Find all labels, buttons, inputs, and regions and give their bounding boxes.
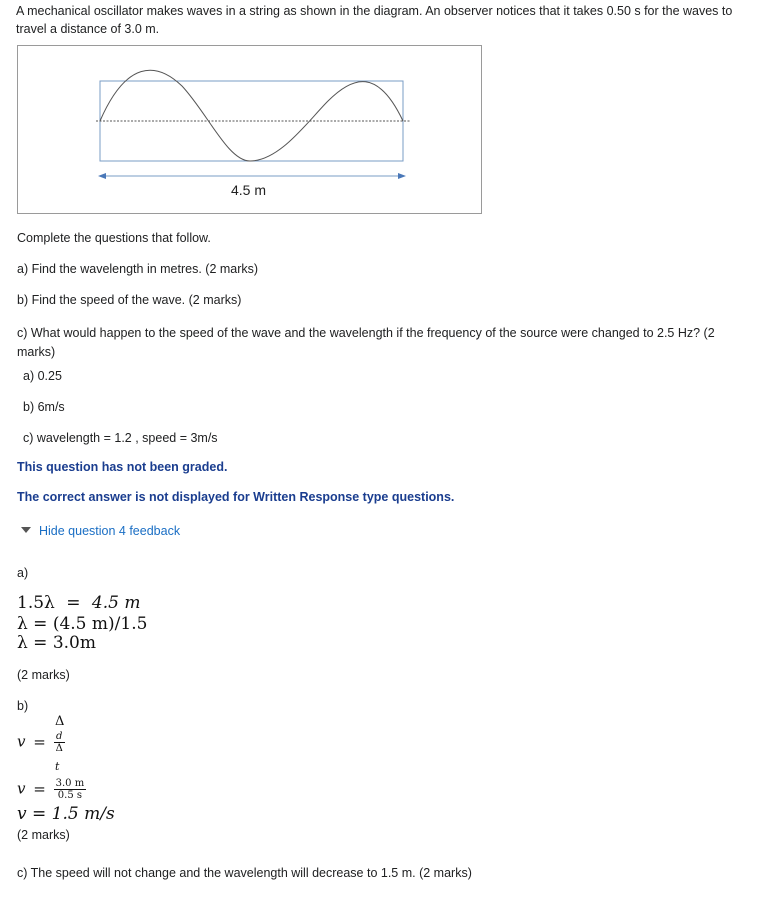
sine-wave (100, 70, 403, 161)
feedback-b-frac2-den: 0.5 s (54, 789, 87, 801)
feedback-b-label: b) (17, 699, 29, 713)
feedback-a-eq3: λ = 3.0m (17, 633, 96, 653)
response-c: c) wavelength = 1.2 , speed = 3m/s (23, 431, 218, 445)
feedback-b-eq2-v: v (17, 779, 26, 798)
feedback-b-eq1 (17, 731, 65, 754)
question-part-a: a) Find the wavelength in metres. (2 marks) (17, 262, 259, 276)
not-graded-status: This question has not been graded. (17, 460, 228, 474)
feedback-a-eq1-rhs: 4.5 m (91, 593, 141, 613)
feedback-b-frac-den: Δ (55, 743, 63, 754)
question-part-b: b) Find the speed of the wave. (2 marks) (17, 293, 242, 307)
hide-feedback-toggle[interactable] (21, 524, 180, 538)
arrow-left-head (98, 173, 106, 179)
feedback-a-eq1-equals: = (66, 593, 81, 613)
question-intro: A mechanical oscillator makes waves in a string as shown in the diagram. An observer notices that it takes 0.50 s for the waves to travel a distance of 3.0 m. (16, 4, 733, 36)
question-part-c: c) What would happen to the speed of the wave and the wavelength if the frequency of the source were changed to 2.5 Hz? (2 marks) (17, 326, 715, 359)
feedback-b-delta-top: Δ (55, 714, 65, 729)
feedback-b-frac-num: d (56, 731, 63, 742)
feedback-a-label: a) (17, 566, 29, 580)
feedback-b-frac-d-delta (54, 731, 65, 754)
response-a: a) 0.25 (23, 369, 62, 383)
feedback-b-result: v = 1.5 m/s (17, 804, 115, 824)
arrow-right-head (398, 173, 406, 179)
feedback-b-eq2 (17, 778, 86, 801)
feedback-b-frac-values (54, 778, 87, 801)
response-b: b) 6m/s (23, 400, 65, 414)
feedback-b-eq1-v: v (17, 732, 26, 751)
feedback-a-eq1-lhs: 1.5λ (17, 593, 55, 613)
feedback-b-marks: (2 marks) (17, 828, 70, 842)
feedback-a-eq1 (17, 593, 140, 613)
complete-instruction: Complete the questions that follow. (17, 231, 211, 245)
feedback-c-text: c) The speed will not change and the wavelength will decrease to 1.5 m. (2 marks) (17, 866, 472, 880)
feedback-b-eq1-equals: = (33, 732, 46, 751)
feedback-b-frac2-num: 3.0 m (55, 778, 85, 789)
diagram-dimension-label: 4.5 m (231, 182, 267, 198)
feedback-b-eq2-equals: = (33, 779, 46, 798)
wave-diagram (17, 45, 482, 214)
feedback-b-t: t (55, 760, 60, 773)
caret-down-icon (21, 527, 31, 533)
feedback-a-eq2: λ = (4.5 m)/1.5 (17, 614, 148, 634)
hide-feedback-label: Hide question 4 feedback (39, 524, 181, 538)
feedback-a-marks: (2 marks) (17, 668, 70, 682)
answer-not-displayed-status: The correct answer is not displayed for Written Response type questions. (17, 490, 455, 504)
